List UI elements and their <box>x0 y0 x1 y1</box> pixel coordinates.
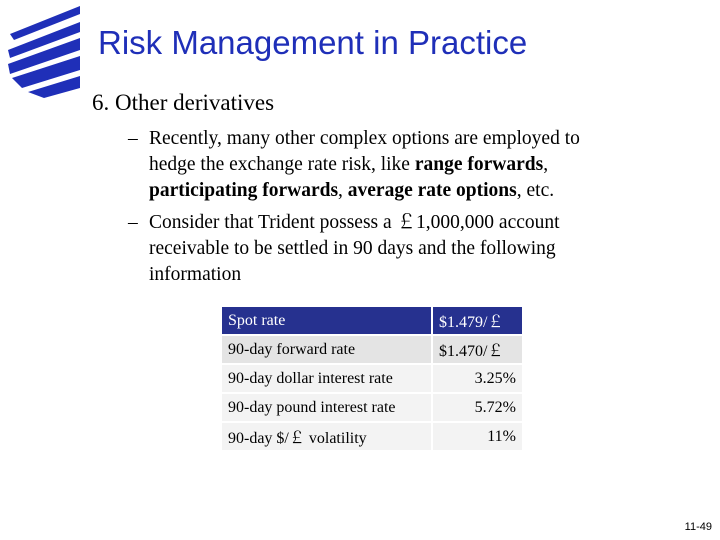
row-value: 5.72% <box>433 394 522 421</box>
row-label: 90-day pound interest rate <box>222 394 433 421</box>
logo-stripes-icon <box>0 0 100 100</box>
bullet-text <box>149 210 649 288</box>
bullet-dash: – <box>128 212 138 233</box>
bold-term: average rate options <box>347 180 517 201</box>
row-label: 90-day $/￡ volatility <box>222 423 433 450</box>
row-value: 11% <box>433 423 522 450</box>
section-heading: 6. Other derivatives <box>92 90 275 115</box>
bullet-line: Recently, many other complex options are employed to <box>149 128 580 149</box>
row-label: 90-day forward rate <box>222 336 433 363</box>
bullet-line <box>149 178 649 204</box>
table-row <box>222 423 522 450</box>
row-value: 3.25% <box>433 365 522 392</box>
bullet-line: receivable to be settled in 90 days and the following <box>149 238 556 259</box>
bullet-dash: – <box>128 128 138 149</box>
text-run: hedge the exchange rate risk, like <box>149 154 415 175</box>
table-row <box>222 336 522 363</box>
row-label: Spot rate <box>222 307 433 334</box>
text-run: , etc. <box>516 180 555 201</box>
page-number: 11-49 <box>684 521 712 533</box>
bullet-line: Consider that Trident possess a ￡1,000,000 account <box>149 212 560 233</box>
table-row <box>222 394 522 421</box>
bullet-text <box>149 126 649 204</box>
text-run: , <box>543 154 549 175</box>
row-value: $1.470/￡ <box>433 336 522 363</box>
row-value: $1.479/￡ <box>433 307 522 334</box>
text-run: , <box>338 180 348 201</box>
bold-term: range forwards <box>414 154 544 175</box>
slide-title: Risk Management in Practice <box>98 24 528 61</box>
table-row <box>222 307 522 334</box>
bold-term: participating forwards <box>149 180 339 201</box>
row-label: 90-day dollar interest rate <box>222 365 433 392</box>
bullet-line: information <box>149 264 242 285</box>
market-info-table <box>222 305 522 452</box>
bullet-line <box>149 152 649 178</box>
table-row <box>222 365 522 392</box>
